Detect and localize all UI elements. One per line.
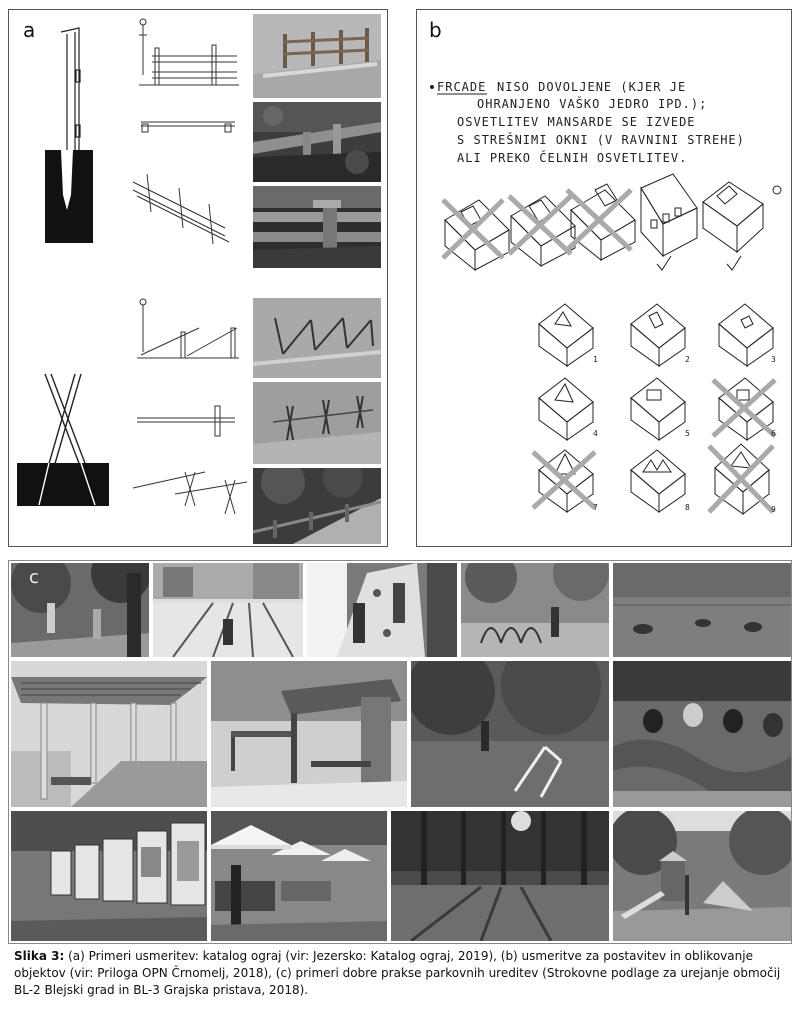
sketch-num-5: 5 — [685, 429, 690, 438]
fence-render-2 — [253, 298, 381, 378]
fence-plan-2 — [137, 406, 235, 436]
fence-elevation-2 — [137, 299, 239, 358]
panel-a — [8, 9, 388, 547]
hand-line-1b: NISO DOVOLJENE (KJER JE — [497, 80, 687, 94]
fence-render-3 — [253, 382, 381, 464]
tree-avenue-photo — [391, 811, 609, 941]
panel-b — [416, 9, 792, 547]
fence-render-1 — [253, 14, 381, 98]
check-marks — [657, 256, 741, 270]
sketch-num-7: 7 — [593, 503, 598, 512]
shelter-photo — [211, 661, 407, 807]
caption-text: (a) Primeri usmeritev: katalog ograj (vir: Jezersko: Katalog ograj, 2019), (b) usmeritve za postavitev in oblikovanje objektov (vir: Priloga OPN Črnomelj, 2018), (c) primeri dobre prakse parkovnih ureditev (Strokovne podlage za urejanje območij BL-2 Blejski grad in BL-3 Grajska pristava, 2018). — [14, 949, 781, 997]
fence-axon-2 — [133, 472, 247, 514]
playground-photo — [613, 811, 791, 941]
market-photo — [211, 811, 387, 941]
sketch-num-1: 1 — [593, 355, 598, 364]
fence-elevation-1 — [139, 19, 239, 85]
fence-photo-1 — [253, 102, 381, 182]
panel-b-label: b — [429, 18, 442, 42]
fence-photo-2 — [253, 186, 381, 268]
house-sketch-row-top — [445, 174, 781, 270]
fence-axon-1 — [133, 174, 229, 244]
hand-line-4: S STREŠNIMI OKNI (V RAVNINI STREHE) — [457, 133, 745, 147]
sketch-num-3: 3 — [771, 355, 776, 364]
sketch-num-8: 8 — [685, 503, 690, 512]
panel-c — [8, 560, 792, 944]
fence-plan-1 — [141, 122, 235, 132]
panel-c-label: c — [29, 567, 39, 588]
exhibition-photo — [11, 811, 207, 941]
ground-block-2 — [17, 463, 109, 506]
sketch-num-4: 4 — [593, 429, 598, 438]
hand-line-1a: FRCADE — [437, 80, 487, 94]
sketch-num-9: 9 — [771, 505, 776, 514]
park-photo-5 — [613, 563, 791, 657]
hand-line-3: OSVETLITEV MANSARDE SE IZVEDE — [457, 115, 696, 129]
park-photo-2 — [153, 563, 303, 657]
loungers-photo — [613, 661, 791, 807]
sketch-num-2: 2 — [685, 355, 690, 364]
handwritten-guidelines — [417, 10, 791, 546]
sketch-num-6: 6 — [771, 429, 776, 438]
figure-caption — [14, 948, 794, 999]
park-photo-4 — [461, 563, 609, 657]
fence-photo-3 — [253, 468, 381, 544]
hand-line-2: OHRANJENO VAŠKO JEDRO IPD.); — [477, 97, 708, 111]
hand-line-5: ALI PREKO ČELNIH OSVETLITEV. — [457, 151, 688, 165]
panel-a-label: a — [23, 18, 36, 42]
lawn-chair-photo — [411, 661, 609, 807]
park-photo-3 — [307, 563, 457, 657]
caption-label: Slika 3: — [14, 949, 65, 963]
pergola-photo — [11, 661, 207, 807]
